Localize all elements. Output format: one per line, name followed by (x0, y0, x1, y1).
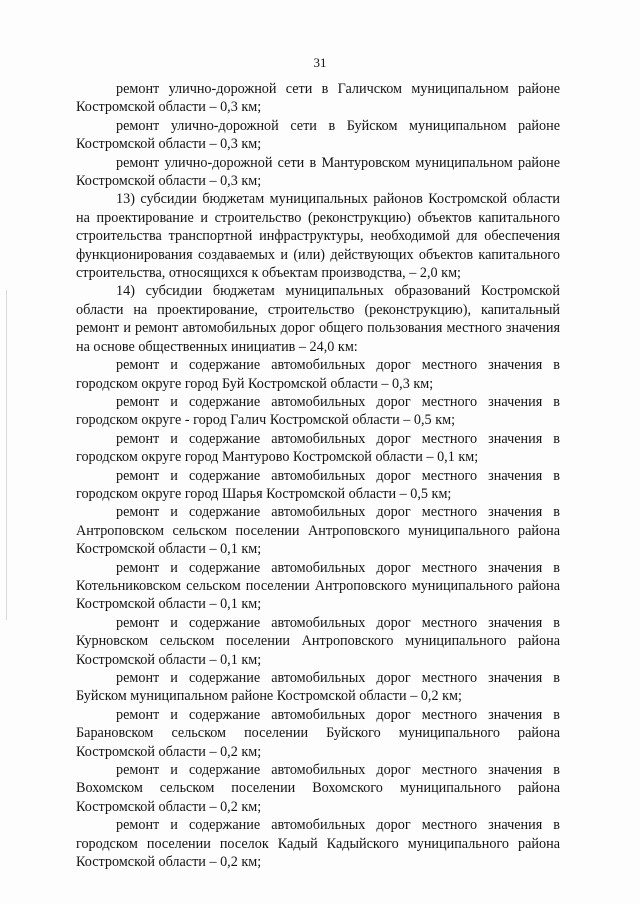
paragraph-vokhma-settlement-roads: ремонт и содержание автомобильных дорог местного значения в Вохомском сельском поселении Вохомского муниципального района Костромской области – 0,2 км; (76, 762, 560, 815)
scan-artifact-line (6, 290, 7, 620)
paragraph-kurnovo-settlement-roads: ремонт и содержание автомобильных дорог местного значения в Курновском сельском поселении Антроповского муниципального района Костромской области – 0,1 км; (76, 614, 560, 668)
paragraph-antropovo-settlement-roads: ремонт и содержание автомобильных дорог местного значения в Антроповском сельском поселении Антроповского муниципального района Костромской области – 0,1 км; (76, 504, 560, 558)
page-number: 31 (313, 55, 327, 70)
paragraph-kotelnikovo-settlement-roads: ремонт и содержание автомобильных дорог местного значения в Котельниковском сельском поселении Антроповского муниципального района Костромской области – 0,1 км; (76, 559, 560, 613)
paragraph-sharya-city-roads: ремонт и содержание автомобильных дорог местного значения в городском округе город Шарья Костромской области – 0,5 км; (76, 467, 560, 502)
paragraph-manturovo-city-roads: ремонт и содержание автомобильных дорог местного значения в городском округе город Мантурово Костромской области – 0,1 км; (76, 430, 560, 466)
paragraph-item-14-subsidies: 14) субсидии бюджетам муниципальных образований Костромской области на проектирование, строительство (реконструкцию), капитальный ремонт и ремонт автомобильных дорог общего пользования местного значения на основе общественных инициатив – 24,0 км: (76, 283, 560, 355)
paragraph-buy-district-roads: ремонт и содержание автомобильных дорог местного значения в Буйском муниципальном районе Костромской области – 0,2 км; (76, 670, 560, 705)
paragraph-manturovo-district-repair: ремонт улично-дорожной сети в Мантуровском муниципальном районе Костромской области – 0,3 км; (76, 154, 560, 190)
paragraph-item-13-subsidies: 13) субсидии бюджетам муниципальных районов Костромской области на проектирование и строительство (реконструкцию) объектов капитального строительства транспортной инфраструктуры, необходимой для обеспечения функционирования создаваемых и (или) действующих объектов капитального строительства, относящихся к объектам производства, – 2,0 км; (76, 191, 560, 282)
paragraph-kadyy-settlement-roads: ремонт и содержание автомобильных дорог местного значения в городском поселении поселок Кадый Кадыйского муниципального района Костромской области – 0,2 км; (76, 817, 560, 871)
paragraph-buy-city-roads: ремонт и содержание автомобильных дорог местного значения в городском округе город Буй Костромской области – 0,3 км; (76, 357, 560, 392)
paragraph-baranovo-settlement-roads: ремонт и содержание автомобильных дорог местного значения в Барановском сельском поселении Буйского муниципального района Костромской области – 0,2 км; (76, 706, 560, 760)
document-body (76, 80, 560, 871)
paragraph-galich-city-roads: ремонт и содержание автомобильных дорог местного значения в городском округе - город Галич Костромской области – 0,5 км; (76, 393, 560, 429)
paragraph-buy-district-repair: ремонт улично-дорожной сети в Буйском муниципальном районе Костромской области – 0,3 км; (76, 117, 560, 153)
paragraph-galich-district-repair: ремонт улично-дорожной сети в Галичском муниципальном районе Костромской области – 0,3 км; (76, 81, 560, 116)
